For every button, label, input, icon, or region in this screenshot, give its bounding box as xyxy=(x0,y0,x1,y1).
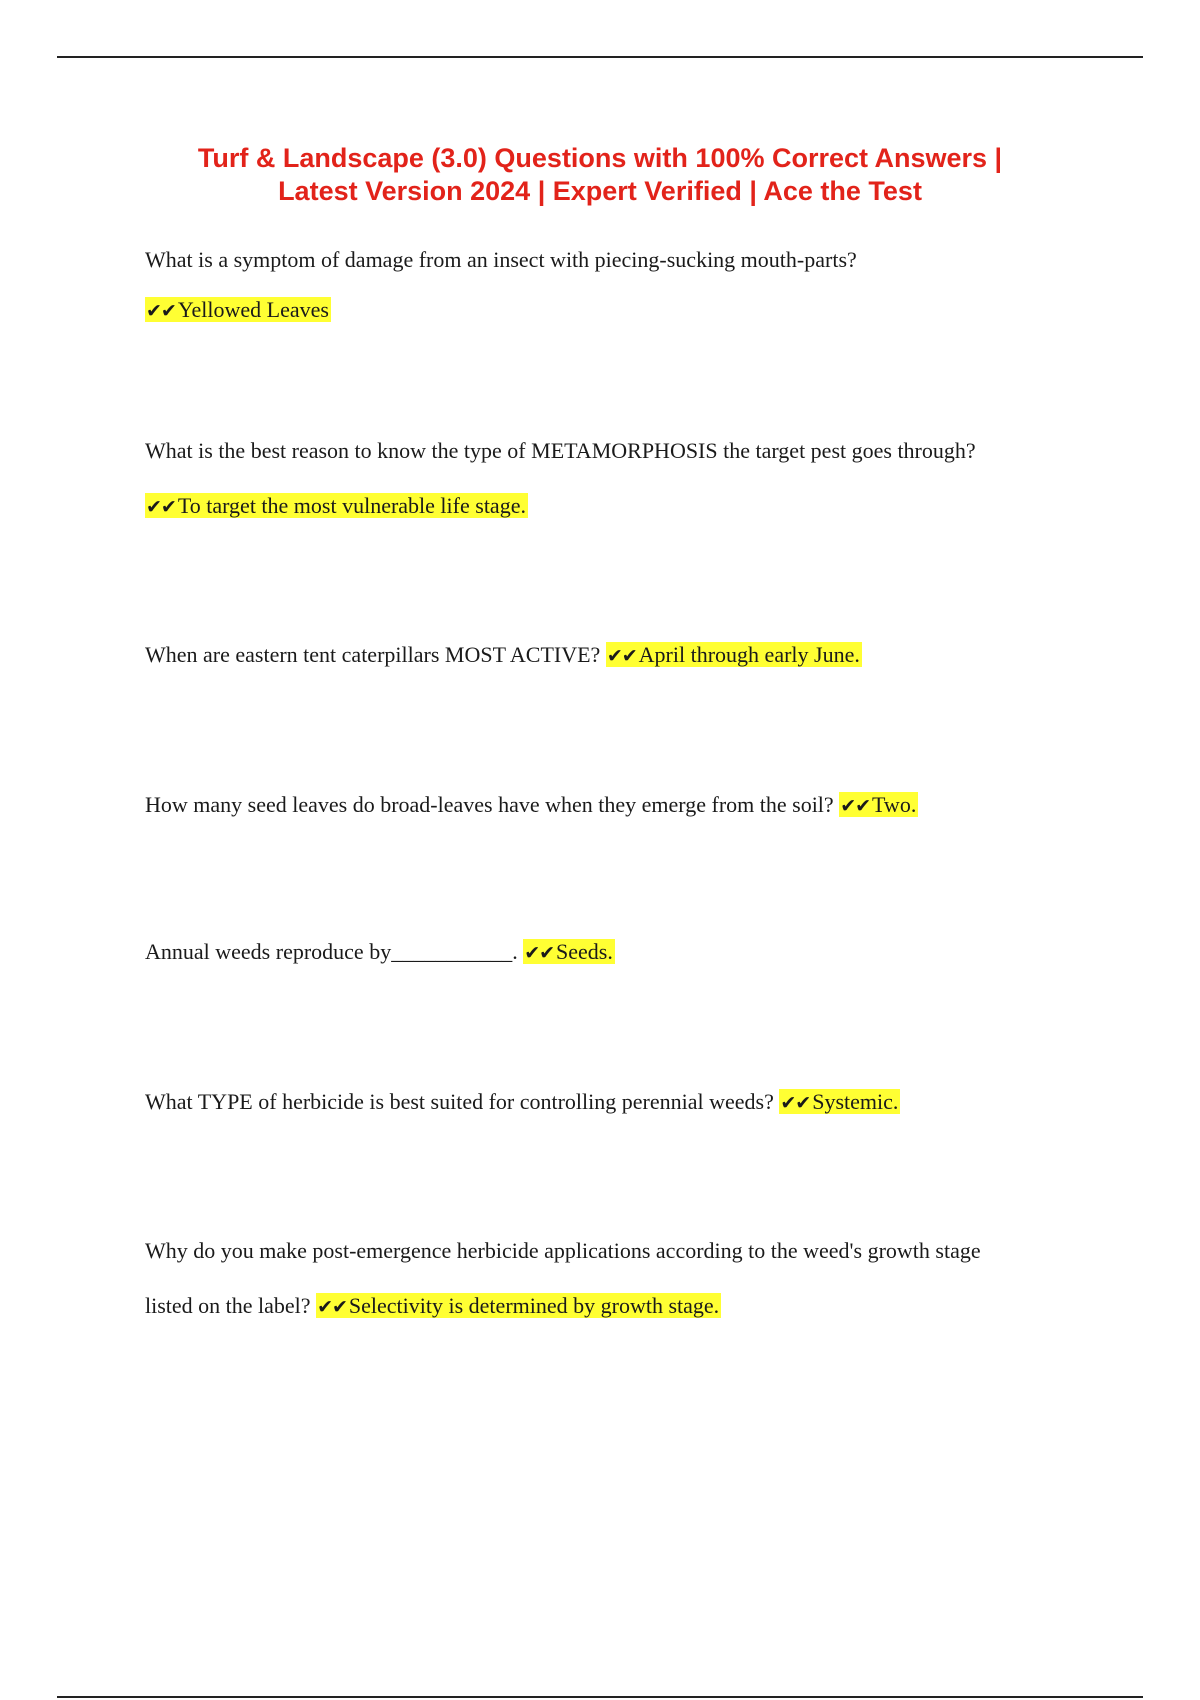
answer-highlight xyxy=(523,939,615,964)
answer-text: To target the most vulnerable life stage. xyxy=(177,493,526,518)
question-text: What TYPE of herbicide is best suited for controlling perennial weeds? xyxy=(145,1089,774,1114)
double-check-icon: ✔✔ xyxy=(606,645,637,667)
double-check-icon: ✔✔ xyxy=(840,795,871,817)
footer-rule xyxy=(57,1696,1143,1698)
title-line-1: Turf & Landscape (3.0) Questions with 100% Correct Answers | xyxy=(197,143,1003,173)
header-rule xyxy=(57,56,1143,58)
qa-item-4 xyxy=(145,791,1095,820)
qa-item-1 xyxy=(145,246,1095,273)
qa-item-7 xyxy=(145,1237,1095,1264)
document-title xyxy=(80,142,1120,208)
question-text: When are eastern tent caterpillars MOST ACTIVE? xyxy=(145,642,601,667)
double-check-icon: ✔✔ xyxy=(524,942,555,964)
question-text: What is a symptom of damage from an insect with piecing-sucking mouth-parts? xyxy=(145,247,857,272)
title-line-2: Latest Version 2024 | Expert Verified | Ace the Test xyxy=(278,176,922,206)
answer-highlight xyxy=(145,493,528,518)
answer-text: Selectivity is determined by growth stage. xyxy=(348,1293,720,1318)
qa-item-7-continued xyxy=(145,1292,1095,1321)
answer-text: Two. xyxy=(872,792,917,817)
qa-item-2 xyxy=(145,437,1095,464)
double-check-icon: ✔✔ xyxy=(780,1092,811,1114)
double-check-icon: ✔✔ xyxy=(146,300,176,322)
answer-text: April through early June. xyxy=(638,642,860,667)
double-check-icon: ✔✔ xyxy=(317,1296,347,1318)
double-check-icon: ✔✔ xyxy=(146,496,176,518)
question-text-line-1: Why do you make post-emergence herbicide applications according to the weed's growth stage xyxy=(145,1238,981,1263)
answer-text: Yellowed Leaves xyxy=(177,297,329,322)
question-text: How many seed leaves do broad-leaves have when they emerge from the soil? xyxy=(145,792,834,817)
answer-highlight xyxy=(606,642,862,667)
answer-highlight xyxy=(145,297,331,322)
question-text: What is the best reason to know the type of METAMORPHOSIS the target pest goes through? xyxy=(145,438,976,463)
answer-highlight xyxy=(839,792,918,817)
answer-text: Seeds. xyxy=(556,939,613,964)
qa-item-3 xyxy=(145,641,1095,670)
answer-highlight xyxy=(316,1293,721,1318)
question-text: Annual weeds reproduce by___________. xyxy=(145,939,518,964)
answer-highlight xyxy=(779,1089,900,1114)
qa-item-6 xyxy=(145,1088,1095,1117)
answer-text: Systemic. xyxy=(812,1089,899,1114)
question-text-line-2: listed on the label? xyxy=(145,1293,311,1318)
qa-item-2-answer xyxy=(145,492,1095,521)
qa-item-1-answer xyxy=(145,296,1095,325)
qa-item-5 xyxy=(145,938,1095,967)
